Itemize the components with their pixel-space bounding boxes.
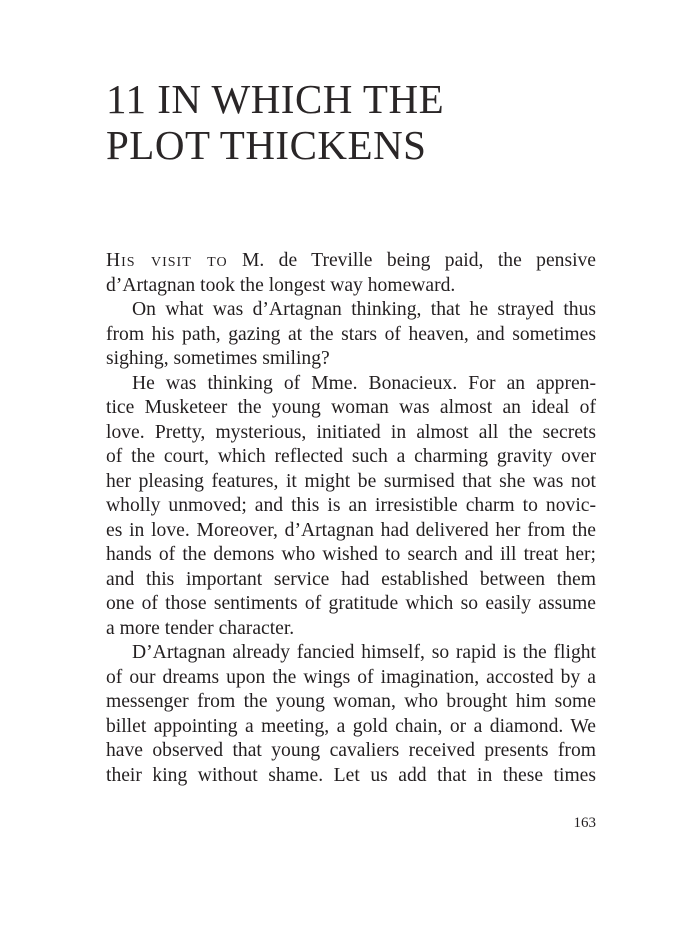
text-line: one of those sentiments of gratitude which so easily assume bbox=[106, 593, 596, 614]
body-text bbox=[106, 249, 596, 788]
text-line: their king without shame. Let us add that in these times bbox=[106, 764, 596, 786]
text-line: d’Artagnan took the longest way homeward. bbox=[106, 274, 456, 296]
text-line-content: M. de Treville being paid, the pensive bbox=[227, 250, 597, 271]
text-line: and this important service had established between them bbox=[106, 568, 596, 590]
text-line: D’Artagnan already fancied himself, so rapid is the flight bbox=[132, 642, 596, 663]
text-line: hands of the demons who wished to search and ill treat her; bbox=[106, 544, 596, 565]
text-line: wholly unmoved; and this is an irresistible charm to novic- bbox=[106, 495, 596, 516]
opening-small-caps: His visit to bbox=[106, 250, 228, 271]
text-line: have observed that young cavaliers received presents from bbox=[106, 740, 596, 761]
chapter-title-line: 11 IN WHICH THE bbox=[106, 76, 445, 122]
text-line: messenger from the young woman, who brought him some bbox=[106, 691, 596, 712]
text-line: love. Pretty, mysterious, initiated in almost all the secrets bbox=[106, 421, 596, 443]
page-number: 163 bbox=[573, 815, 596, 831]
text-line: sighing, sometimes smiling? bbox=[106, 348, 330, 369]
text-line: tice Musketeer the young woman was almost an ideal of bbox=[106, 397, 596, 418]
text-line: of the court, which reflected such a charming gravity over bbox=[106, 446, 596, 467]
text-line: from his path, gazing at the stars of heaven, and sometimes bbox=[106, 323, 596, 345]
chapter-title-line: PLOT THICKENS bbox=[106, 122, 427, 168]
text-line: billet appointing a meeting, a gold chain, or a diamond. We bbox=[106, 715, 596, 737]
text-line: a more tender character. bbox=[106, 617, 295, 639]
text-line: of our dreams upon the wings of imagination, accosted by a bbox=[106, 666, 596, 688]
text-line: He was thinking of Mme. Bonacieux. For an appren- bbox=[132, 372, 596, 394]
text-line: es in love. Moreover, d’Artagnan had delivered her from the bbox=[106, 519, 596, 541]
chapter-title bbox=[106, 76, 444, 168]
text-line: her pleasing features, it might be surmised that she was not bbox=[106, 470, 596, 492]
text-line bbox=[106, 249, 596, 274]
text-line: On what was d’Artagnan thinking, that he strayed thus bbox=[132, 299, 596, 320]
